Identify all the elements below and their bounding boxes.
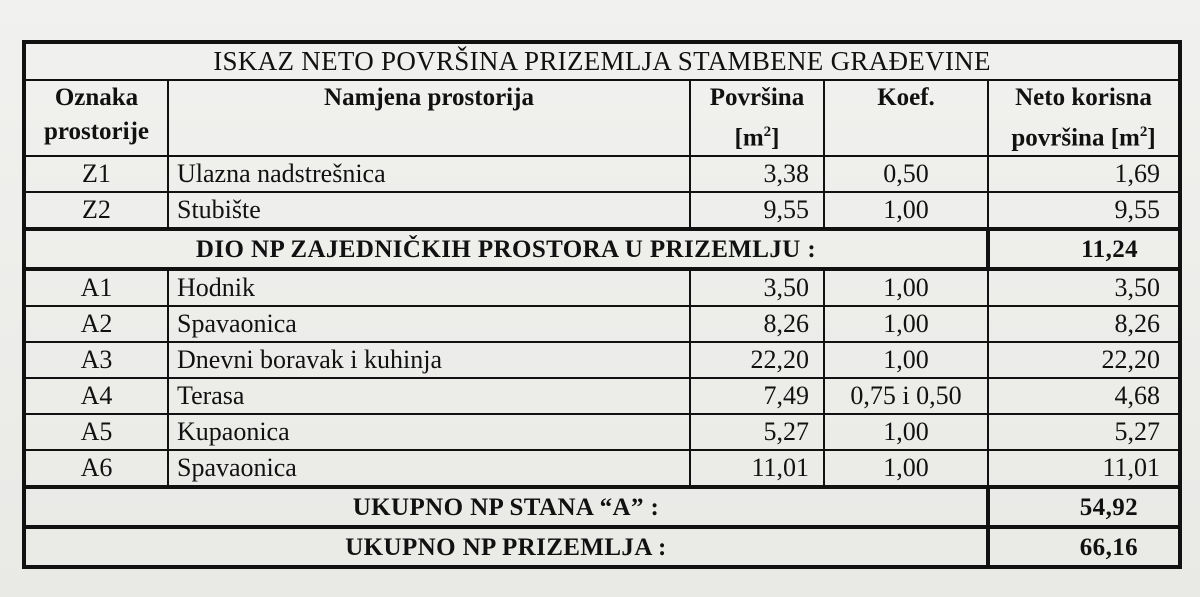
room-purpose: Spavaonica: [168, 450, 690, 487]
room-coefficient: 0,75 i 0,50: [824, 378, 988, 414]
room-net-area: 3,50: [988, 269, 1180, 306]
apartment-a-total-value: 54,92: [988, 487, 1180, 527]
room-area: 7,49: [690, 378, 824, 414]
room-area: 11,01: [690, 450, 824, 487]
header-room-purpose-text: Namjena prostorija: [324, 84, 534, 111]
room-area: 3,50: [690, 269, 824, 306]
common-areas-total-label: DIO NP ZAJEDNIČKIH PROSTORA U PRIZEMLJU :: [24, 229, 988, 269]
header-room-code-line1: Oznaka: [54, 84, 139, 111]
table-row: [24, 414, 1180, 450]
header-room-purpose: [168, 80, 690, 156]
room-coefficient: 1,00: [824, 192, 988, 229]
table-row: [24, 450, 1180, 487]
table-title: ISKAZ NETO POVRŠINA PRIZEMLJA STAMBENE GRAĐEVINE: [24, 42, 1180, 80]
room-coefficient: 1,00: [824, 269, 988, 306]
table-row: [24, 378, 1180, 414]
room-purpose: Stubište: [168, 192, 690, 229]
room-net-area: 22,20: [988, 342, 1180, 378]
room-purpose: Dnevni boravak i kuhinja: [168, 342, 690, 378]
room-code: A6: [24, 450, 168, 487]
header-area-line1: Površina: [709, 84, 805, 111]
room-code: Z2: [24, 192, 168, 229]
net-area-table: [22, 40, 1182, 569]
header-area: [690, 80, 824, 156]
room-net-area: 4,68: [988, 378, 1180, 414]
header-room-code-line2: prostorije: [43, 118, 150, 145]
header-area-unit: $[m^2]$: [734, 124, 780, 152]
room-net-area: 9,55: [988, 192, 1180, 229]
room-code: A3: [24, 342, 168, 378]
table-row: [24, 269, 1180, 306]
header-room-code: [24, 80, 168, 156]
room-area: 3,38: [690, 156, 824, 192]
room-code: A2: [24, 306, 168, 342]
header-net-area-unit: površina $[m^2]$: [1011, 124, 1156, 152]
common-areas-total-value: 11,24: [988, 229, 1180, 269]
header-net-area: [988, 80, 1180, 156]
room-coefficient: 0,50: [824, 156, 988, 192]
room-net-area: 1,69: [988, 156, 1180, 192]
apartment-a-total-row: [24, 487, 1180, 527]
header-coefficient-text: Koef.: [877, 84, 935, 111]
room-purpose: Terasa: [168, 378, 690, 414]
apartment-a-total-label: UKUPNO NP STANA “A” :: [24, 487, 988, 527]
room-area: 22,20: [690, 342, 824, 378]
table-row: [24, 156, 1180, 192]
room-code: Z1: [24, 156, 168, 192]
column-header-row: [24, 80, 1180, 156]
room-code: A1: [24, 269, 168, 306]
table-row: [24, 192, 1180, 229]
ground-floor-total-row: [24, 527, 1180, 567]
room-net-area: 8,26: [988, 306, 1180, 342]
room-code: A5: [24, 414, 168, 450]
room-net-area: 5,27: [988, 414, 1180, 450]
room-coefficient: 1,00: [824, 414, 988, 450]
room-purpose: Hodnik: [168, 269, 690, 306]
ground-floor-total-label: UKUPNO NP PRIZEMLJA :: [24, 527, 988, 567]
ground-floor-total-value: 66,16: [988, 527, 1180, 567]
room-coefficient: 1,00: [824, 450, 988, 487]
room-area: 5,27: [690, 414, 824, 450]
header-coefficient: [824, 80, 988, 156]
table-row: [24, 342, 1180, 378]
common-areas-total-row: [24, 229, 1180, 269]
room-code: A4: [24, 378, 168, 414]
room-purpose: Ulazna nadstrešnica: [168, 156, 690, 192]
room-area: 9,55: [690, 192, 824, 229]
table-title-row: [24, 42, 1180, 80]
room-coefficient: 1,00: [824, 342, 988, 378]
header-net-area-line1: Neto korisna: [1015, 84, 1152, 111]
room-coefficient: 1,00: [824, 306, 988, 342]
room-purpose: Kupaonica: [168, 414, 690, 450]
room-net-area: 11,01: [988, 450, 1180, 487]
room-area: 8,26: [690, 306, 824, 342]
table-row: [24, 306, 1180, 342]
room-purpose: Spavaonica: [168, 306, 690, 342]
